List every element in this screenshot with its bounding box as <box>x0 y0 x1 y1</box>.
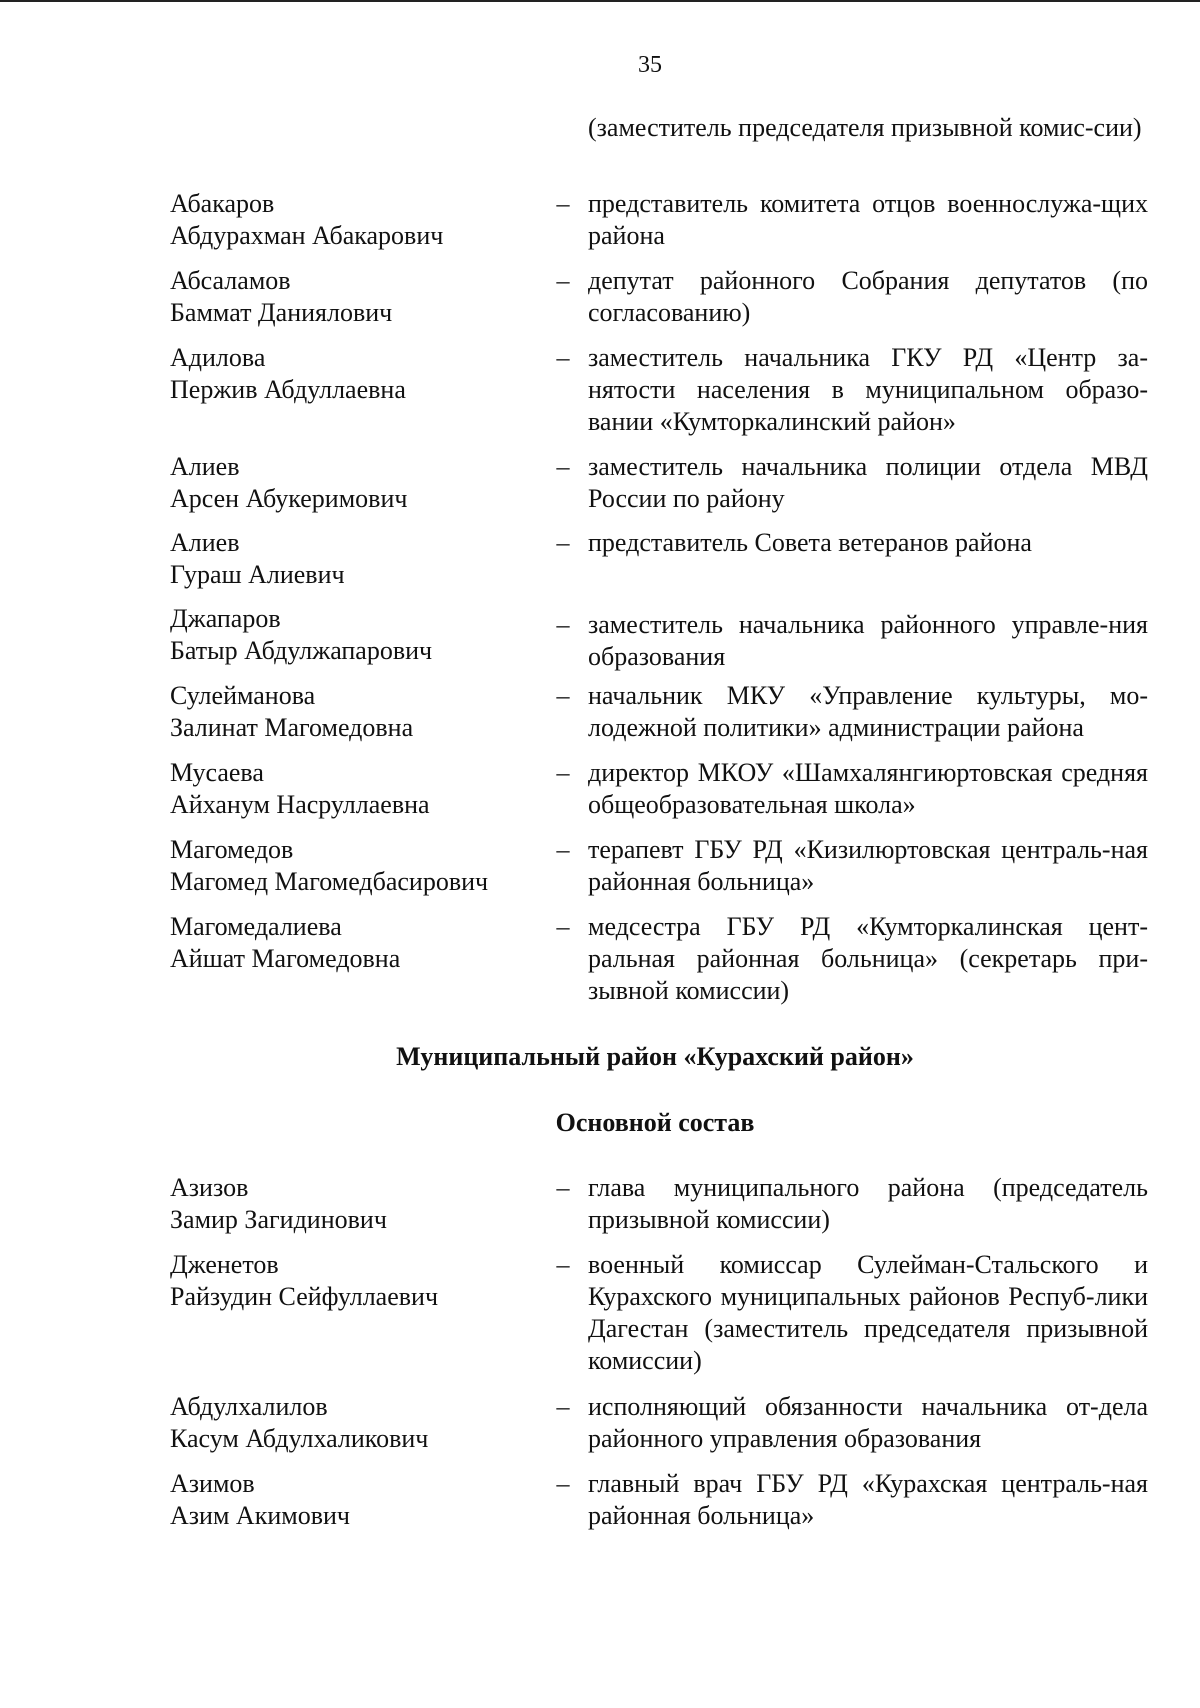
member-role: главный врач ГБУ РД «Курахская централь-ная районная больница» <box>588 1469 1148 1530</box>
member-role: заместитель начальника полиции отдела МВД России по району <box>588 452 1148 513</box>
member-given-name: Райзудин Сейфуллаевич <box>170 1282 439 1311</box>
member-given-name: Айханум Насруллаевна <box>170 790 430 819</box>
dash: – <box>556 266 570 295</box>
member-role: начальник МКУ «Управление культуры, мо-лодежной политики» администрации района <box>588 681 1148 742</box>
dash: – <box>556 1469 570 1498</box>
dash: – <box>556 343 570 372</box>
member-name <box>170 1249 540 1313</box>
member-surname: Магомедов <box>170 835 294 864</box>
member-surname: Адилова <box>170 343 266 372</box>
member-surname: Дженетов <box>170 1250 279 1279</box>
member-given-name: Батыр Абдулжапарович <box>170 636 433 665</box>
composition-heading: Основной состав <box>555 1108 755 1137</box>
member-role: депутат районного Собрания депутатов (по согласованию) <box>588 266 1148 327</box>
dash: – <box>556 1173 570 1202</box>
member-role: военный комиссар Сулейман-Стальского и Курахского муниципальных районов Респуб-лики Дагестан (заместитель председателя призывной комиссии) <box>588 1250 1148 1375</box>
member-surname: Абсаламов <box>170 266 291 295</box>
member-surname: Алиев <box>170 452 240 481</box>
member-given-name: Замир Загидинович <box>170 1205 387 1234</box>
member-name <box>170 1172 540 1236</box>
member-role: представитель комитета отцов военнослужа-щих района <box>588 189 1148 250</box>
member-name <box>170 188 540 252</box>
member-given-name: Касум Абдулхаликович <box>170 1424 429 1453</box>
member-given-name: Магомед Магомедбасирович <box>170 867 489 896</box>
member-given-name: Залинат Магомедовна <box>170 713 414 742</box>
page-top-edge <box>0 0 1200 2</box>
member-surname: Магомедалиева <box>170 912 342 941</box>
member-name <box>170 1468 540 1532</box>
dash: – <box>556 452 570 481</box>
member-given-name: Баммат Даниялович <box>170 298 393 327</box>
dash: – <box>556 758 570 787</box>
member-name <box>170 527 540 591</box>
member-role: директор МКОУ «Шамхалянгиюртовская средняя общеобразовательная школа» <box>588 758 1148 819</box>
dash: – <box>556 1392 570 1421</box>
dash: – <box>556 912 570 941</box>
member-role: терапевт ГБУ РД «Кизилюртовская централь-ная районная больница» <box>588 835 1148 896</box>
dash: – <box>556 835 570 864</box>
member-given-name: Азим Акимович <box>170 1501 350 1530</box>
member-surname: Азимов <box>170 1469 255 1498</box>
dash: – <box>556 528 570 557</box>
dash: – <box>556 189 570 218</box>
member-name <box>170 834 540 898</box>
page-number: 35 <box>638 52 662 78</box>
member-role: заместитель начальника ГКУ РД «Центр за-нятости населения в муниципальном образо-вании «Кумторкалинский район» <box>588 343 1148 436</box>
continuation-text: (заместитель председателя призывной комис-сии) <box>588 113 1142 142</box>
member-name <box>170 680 540 744</box>
member-name <box>170 265 540 329</box>
member-surname: Сулейманова <box>170 681 316 710</box>
member-surname: Алиев <box>170 528 240 557</box>
dash: – <box>556 610 570 639</box>
member-name <box>170 1391 540 1455</box>
member-surname: Азизов <box>170 1173 249 1202</box>
dash: – <box>556 681 570 710</box>
district-heading: Муниципальный район «Курахский район» <box>396 1042 914 1071</box>
member-given-name: Арсен Абукеримович <box>170 484 408 513</box>
member-name <box>170 911 540 975</box>
member-given-name: Гураш Алиевич <box>170 560 345 589</box>
member-given-name: Абдурахман Абакарович <box>170 221 444 250</box>
member-surname: Абакаров <box>170 189 275 218</box>
member-given-name: Пержив Абдуллаевна <box>170 375 406 404</box>
member-name <box>170 451 540 515</box>
dash: – <box>556 1250 570 1279</box>
member-role: представитель Совета ветеранов района <box>588 528 1032 557</box>
member-role: исполняющий обязанности начальника от-дела районного управления образования <box>588 1392 1148 1453</box>
member-role: заместитель начальника районного управле-ния образования <box>588 610 1148 671</box>
member-surname: Абдулхалилов <box>170 1392 328 1421</box>
member-name <box>170 342 540 406</box>
member-role: медсестра ГБУ РД «Кумторкалинская цент-ральная районная больница» (секретарь при-зывной комиссии) <box>588 912 1148 1005</box>
member-surname: Мусаева <box>170 758 264 787</box>
member-role: глава муниципального района (председатель призывной комиссии) <box>588 1173 1148 1234</box>
member-name <box>170 757 540 821</box>
member-given-name: Айшат Магомедовна <box>170 944 401 973</box>
member-name <box>170 603 540 667</box>
member-surname: Джапаров <box>170 604 281 633</box>
